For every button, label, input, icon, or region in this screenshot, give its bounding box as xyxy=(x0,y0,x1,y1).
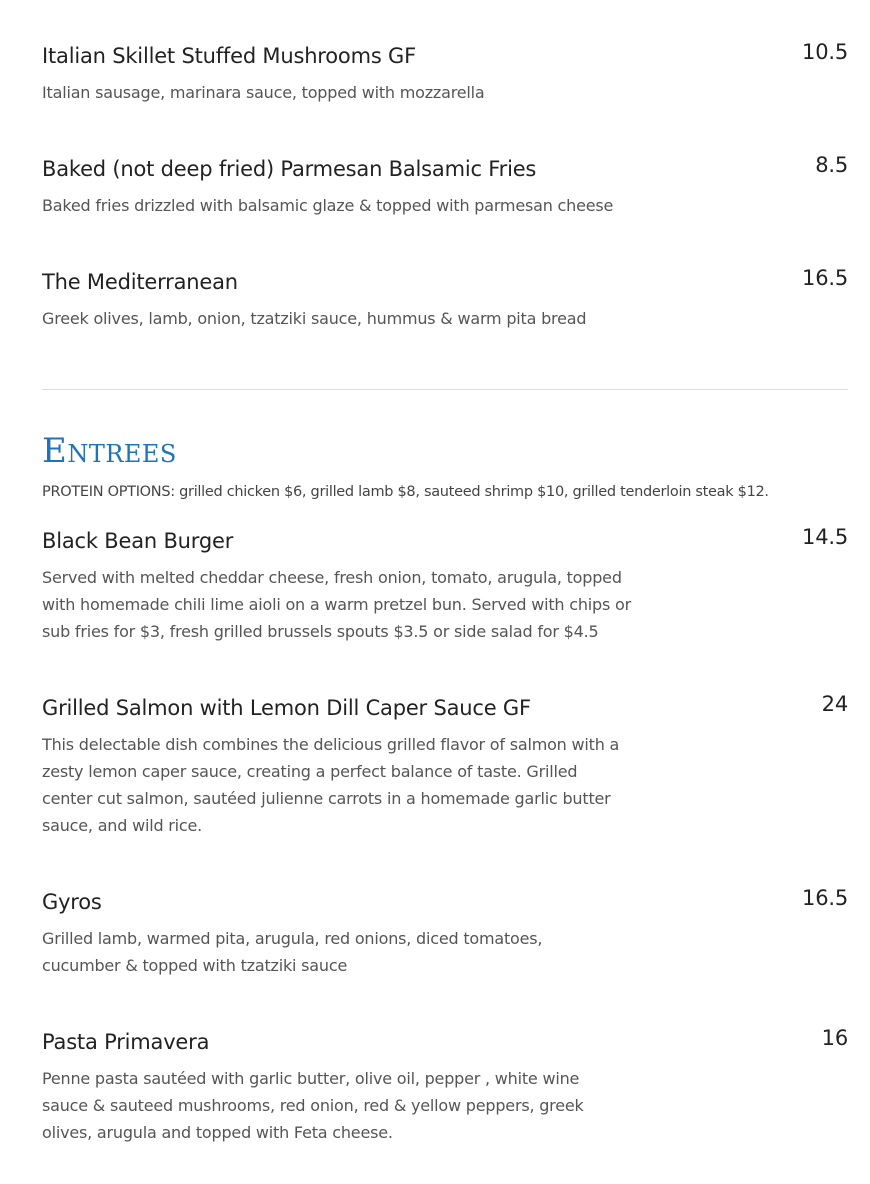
item-price: 16.5 xyxy=(802,266,848,290)
item-description: Greek olives, lamb, onion, tzatziki sauce, hummus & warm pita bread xyxy=(42,309,587,328)
item-price: 8.5 xyxy=(815,153,848,177)
item-name: Italian Skillet Stuffed Mushrooms GF xyxy=(42,44,416,68)
menu-item xyxy=(42,42,848,106)
item-description: Penne pasta sautéed with garlic butter, olive oil, pepper , white wine sauce & sauteed mushrooms, red onion, red & yellow peppers, greek olives, arugula and topped with Feta cheese. xyxy=(42,1069,584,1142)
item-description: Grilled lamb, warmed pita, arugula, red onions, diced tomatoes, cucumber & topped with tzatziki sauce xyxy=(42,929,543,975)
protein-options-note: PROTEIN OPTIONS: grilled chicken $6, grilled lamb $8, sauteed shrimp $10, grilled tenderloin steak $12. xyxy=(42,484,769,500)
item-name: The Mediterranean xyxy=(42,270,238,294)
item-price: 16.5 xyxy=(802,886,848,910)
menu-item xyxy=(42,1028,848,1146)
menu-item xyxy=(42,694,848,839)
item-name: Pasta Primavera xyxy=(42,1030,210,1054)
item-description: Italian sausage, marinara sauce, topped with mozzarella xyxy=(42,83,485,102)
item-name: Grilled Salmon with Lemon Dill Caper Sauce GF xyxy=(42,696,531,720)
item-price: 24 xyxy=(821,692,848,716)
item-name: Black Bean Burger xyxy=(42,529,234,553)
item-description: Served with melted cheddar cheese, fresh onion, tomato, arugula, topped with homemade chili lime aioli on a warm pretzel bun. Served with chips or sub fries for $3, fresh grilled brussels spouts $3.5 or side salad for $4.5 xyxy=(42,568,631,641)
section-title: Entrees xyxy=(42,431,177,471)
item-description: This delectable dish combines the delicious grilled flavor of salmon with a zesty lemon caper sauce, creating a perfect balance of taste. Grilled center cut salmon, sautéed julienne carrots in a homemade garlic butter sauce, and wild rice. xyxy=(42,735,620,835)
menu-item xyxy=(42,268,848,332)
item-price: 16 xyxy=(821,1026,848,1050)
menu-item xyxy=(42,527,848,645)
menu-item xyxy=(42,155,848,219)
item-description: Baked fries drizzled with balsamic glaze & topped with parmesan cheese xyxy=(42,196,614,215)
item-price: 10.5 xyxy=(802,40,848,64)
item-name: Gyros xyxy=(42,890,102,914)
section-divider xyxy=(42,389,848,390)
menu-item xyxy=(42,888,848,979)
item-name: Baked (not deep fried) Parmesan Balsamic Fries xyxy=(42,157,537,181)
item-price: 14.5 xyxy=(802,525,848,549)
